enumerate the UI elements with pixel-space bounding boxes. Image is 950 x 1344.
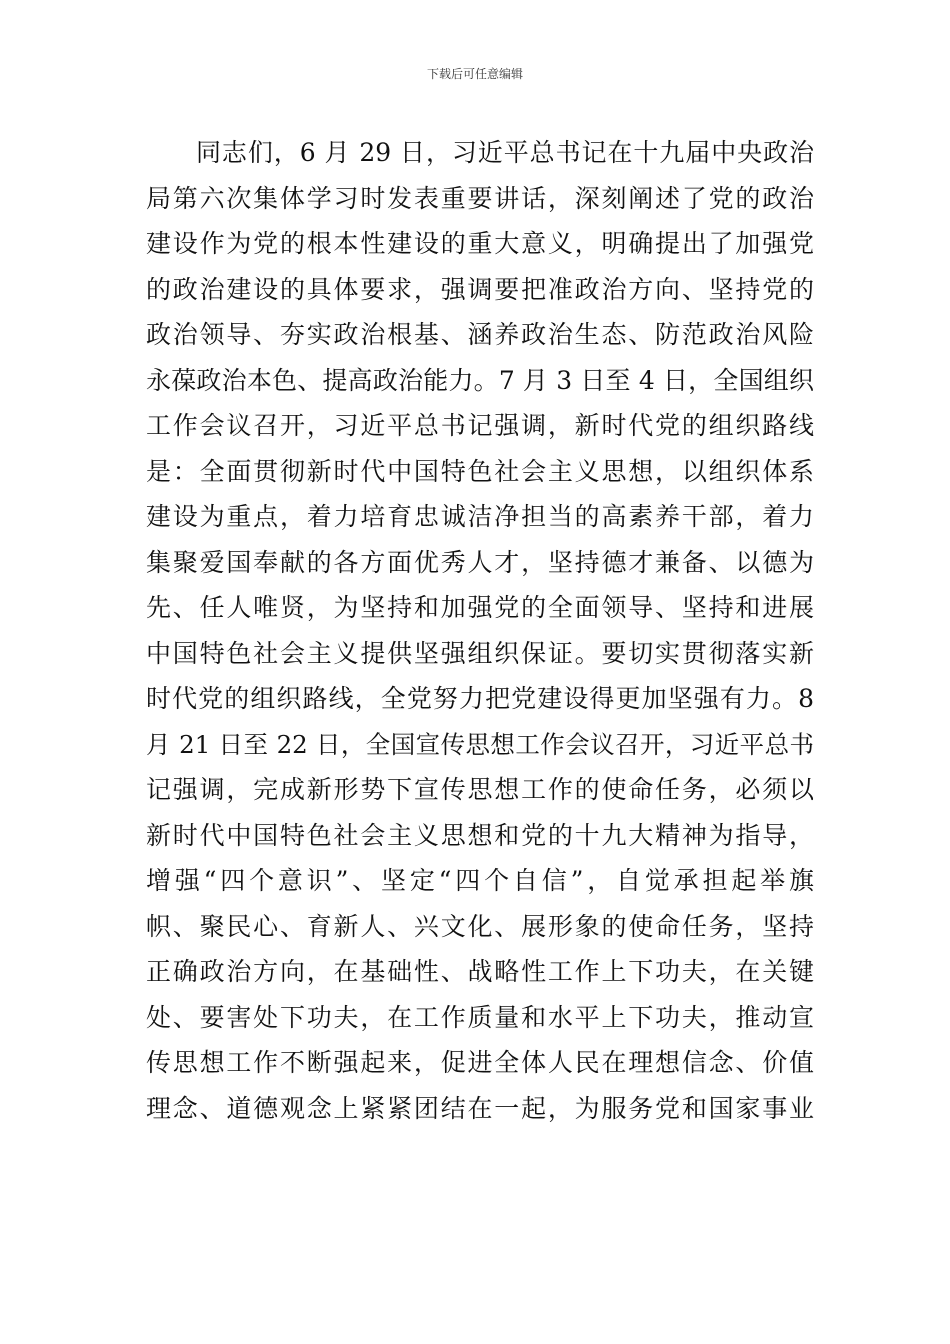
text-line: 传思想工作不断强起来，促进全体人民在理想信念、价值 [146, 1048, 814, 1077]
text-line: 时代党的组织路线，全党努力把党建设得更加坚强有力。8 [146, 684, 814, 713]
text-line: 同志们，6 月 29 日，习近平总书记在十九届中央政治 [196, 138, 814, 167]
text-line: 局第六次集体学习时发表重要讲话，深刻阐述了党的政治 [146, 183, 814, 213]
text-line: 处、要害处下功夫，在工作质量和水平上下功夫，推动宣 [146, 1002, 814, 1032]
text-line: 永葆政治本色、提高政治能力。7 月 3 日至 4 日，全国组织 [146, 365, 814, 395]
text-line: 工作会议召开，习近平总书记强调，新时代党的组织路线 [146, 411, 814, 440]
text-line: 增强“四个意识”、坚定“四个自信”，自觉承担起举旗 [146, 866, 814, 895]
text-line: 新时代中国特色社会主义思想和党的十九大精神为指导， [146, 820, 814, 850]
text-line: 中国特色社会主义提供坚强组织保证。要切实贯彻落实新 [146, 638, 814, 668]
text-line: 建设为重点，着力培育忠诚洁净担当的高素养干部，着力 [146, 502, 814, 531]
text-line: 集聚爱国奉献的各方面优秀人才，坚持德才兼备、以德为 [146, 547, 814, 577]
header-note: 下载后可任意编辑 [426, 67, 523, 81]
text-line: 政治领导、夯实政治根基、涵养政治生态、防范政治风险 [146, 320, 814, 349]
text-line: 理念、道德观念上紧紧团结在一起，为服务党和国家事业 [146, 1093, 814, 1123]
text-line: 正确政治方向，在基础性、战略性工作上下功夫，在关键 [146, 957, 814, 986]
text-line: 的政治建设的具体要求，强调要把准政治方向、坚持党的 [146, 274, 814, 304]
text-line: 月 21 日至 22 日，全国宣传思想工作会议召开，习近平总书 [146, 729, 814, 759]
text-line: 记强调，完成新形势下宣传思想工作的使命任务，必须以 [146, 775, 814, 804]
text-line: 建设作为党的根本性建设的重大意义，明确提出了加强党 [146, 229, 814, 258]
body-paragraph [146, 130, 814, 1131]
text-line: 帜、聚民心、育新人、兴文化、展形象的使命任务，坚持 [146, 911, 814, 941]
text-line: 先、任人唯贤，为坚持和加强党的全面领导、坚持和进展 [146, 593, 814, 622]
text-line: 是：全面贯彻新时代中国特色社会主义思想，以组织体系 [146, 456, 814, 486]
